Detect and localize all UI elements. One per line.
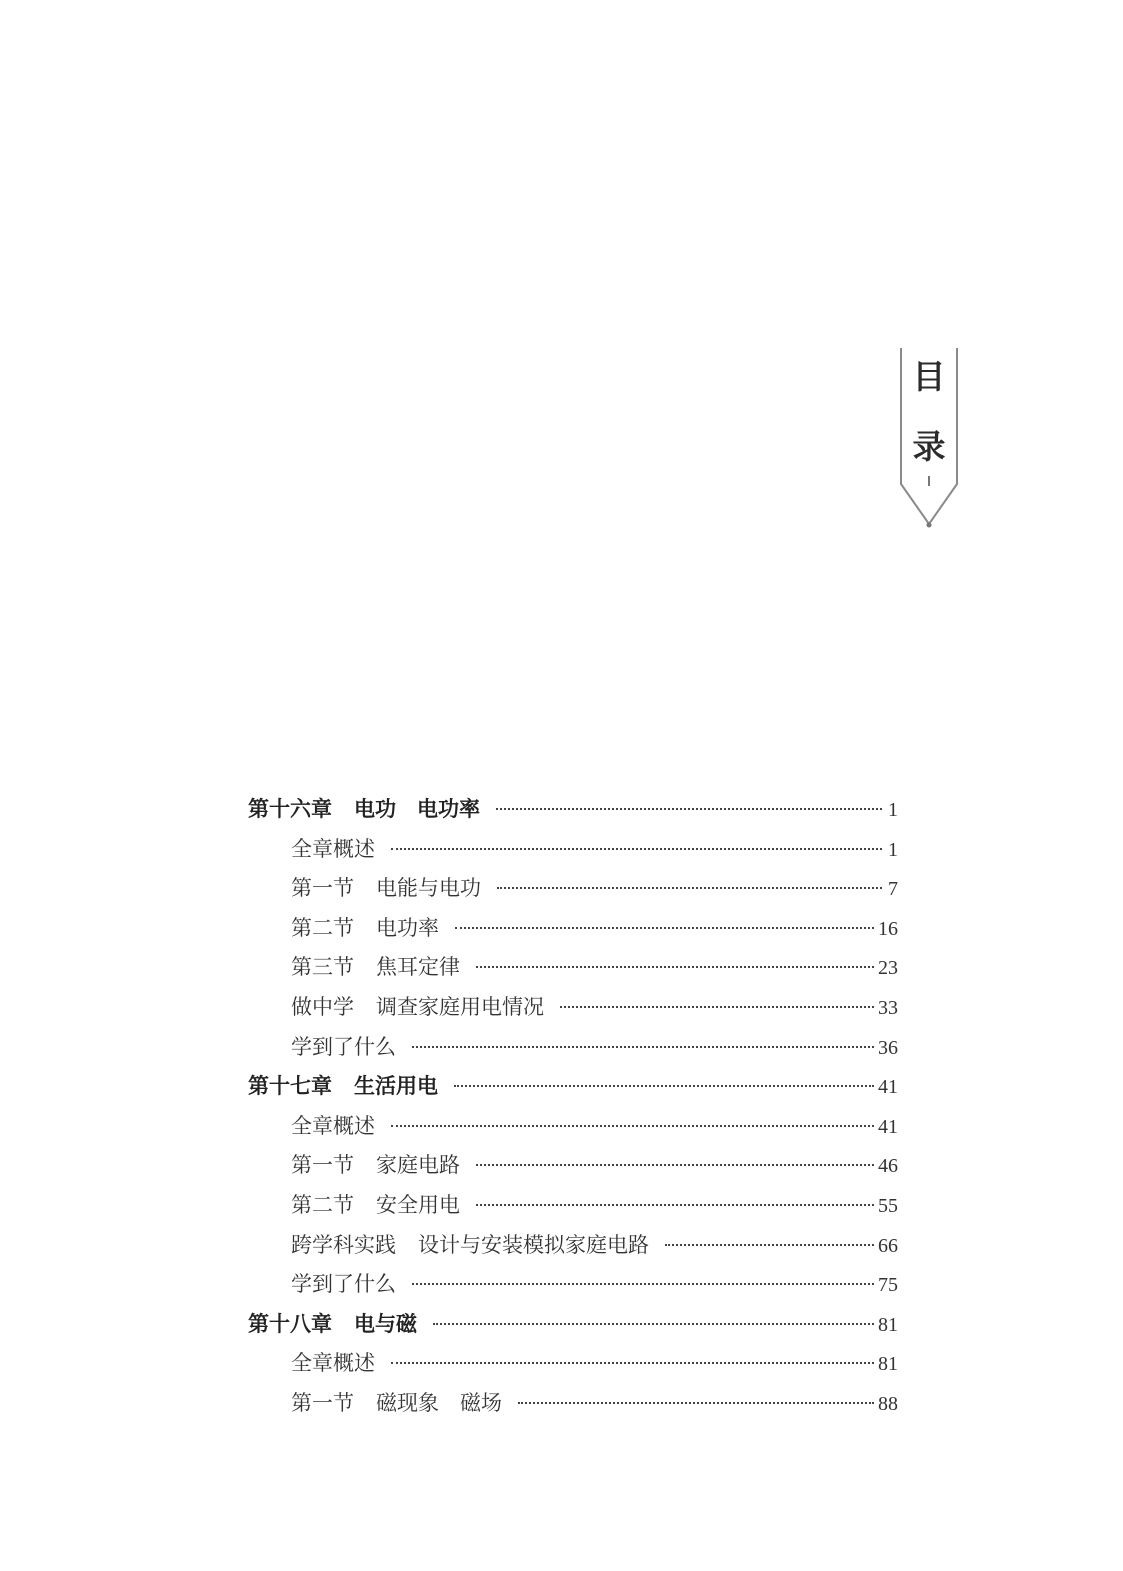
toc-section-row[interactable] — [248, 872, 898, 912]
toc-page-number: 16 — [878, 917, 898, 940]
toc-entry-label — [291, 1268, 396, 1298]
tab-title-char-2: 录 — [912, 427, 946, 466]
toc-dot-leader — [433, 1323, 874, 1325]
toc-chapter-row[interactable] — [248, 1308, 898, 1348]
toc-dot-leader — [496, 808, 882, 810]
toc-section-row[interactable] — [248, 1149, 898, 1189]
toc-pencil-tab — [899, 348, 959, 530]
toc-entry-number: 第十六章 — [248, 797, 332, 821]
toc-entry-title: 安全用电 — [376, 1192, 460, 1217]
toc-page-number: 1 — [888, 799, 898, 821]
toc-entry-number: 第一节 — [291, 876, 354, 901]
toc-dot-leader — [518, 1402, 874, 1404]
toc-entry-label — [291, 1347, 375, 1377]
toc-page-number: 81 — [878, 1313, 898, 1336]
toc-page-number: 41 — [878, 1076, 898, 1099]
toc-entry-number: 第十八章 — [248, 1311, 332, 1336]
table-of-contents — [248, 793, 898, 1427]
toc-entry-label — [291, 951, 460, 981]
toc-entry-label — [248, 793, 480, 823]
toc-section-row[interactable] — [248, 991, 898, 1031]
toc-entry-title: 电能与电功 — [376, 876, 481, 901]
toc-entry-number: 学到了什么 — [291, 1034, 396, 1059]
toc-section-row[interactable] — [248, 1387, 898, 1427]
toc-entry-title: 电功率 — [376, 915, 439, 940]
toc-dot-leader — [391, 848, 882, 850]
toc-dot-leader — [454, 1085, 874, 1087]
toc-dot-leader — [665, 1244, 874, 1246]
toc-chapter-row[interactable] — [248, 793, 898, 833]
toc-entry-number: 第三节 — [291, 955, 354, 980]
toc-page-number: 41 — [878, 1115, 898, 1138]
toc-dot-leader — [497, 887, 882, 889]
toc-dot-leader — [476, 966, 874, 968]
toc-entry-label — [291, 1387, 502, 1417]
toc-chapter-row[interactable] — [248, 1070, 898, 1110]
toc-entry-number: 全章概述 — [291, 1351, 375, 1376]
toc-section-row[interactable] — [248, 1229, 898, 1269]
toc-entry-label — [291, 872, 481, 902]
toc-page-number: 66 — [878, 1234, 898, 1257]
toc-entry-number: 全章概述 — [291, 1113, 375, 1138]
toc-entry-number: 学到了什么 — [291, 1272, 396, 1297]
toc-entry-label — [291, 991, 544, 1021]
toc-page-number: 23 — [878, 957, 898, 980]
toc-dot-leader — [391, 1362, 874, 1364]
toc-entry-title: 生活用电 — [354, 1074, 438, 1099]
toc-entry-label — [248, 1308, 417, 1338]
toc-section-row[interactable] — [248, 912, 898, 952]
toc-entry-number: 第一节 — [291, 1153, 354, 1178]
toc-entry-label — [291, 833, 375, 863]
toc-page-number: 36 — [878, 1036, 898, 1059]
toc-dot-leader — [476, 1204, 874, 1206]
toc-section-row[interactable] — [248, 951, 898, 991]
toc-page-number: 81 — [878, 1353, 898, 1376]
toc-section-row[interactable] — [248, 833, 898, 873]
toc-dot-leader — [412, 1046, 874, 1048]
toc-page-number: 1 — [888, 838, 898, 861]
toc-dot-leader — [560, 1006, 874, 1008]
toc-page-number: 46 — [878, 1155, 898, 1178]
toc-entry-number: 跨学科实践 — [291, 1232, 396, 1257]
toc-entry-number: 第十七章 — [248, 1074, 332, 1099]
toc-entry-title: 设计与安装模拟家庭电路 — [418, 1232, 649, 1257]
toc-entry-label — [291, 1149, 460, 1179]
toc-entry-label — [291, 1110, 375, 1140]
toc-dot-leader — [455, 927, 874, 929]
toc-section-row[interactable] — [248, 1031, 898, 1071]
toc-entry-title: 焦耳定律 — [376, 955, 460, 980]
toc-entry-title: 磁现象 磁场 — [376, 1390, 502, 1415]
toc-entry-title: 调查家庭用电情况 — [376, 994, 544, 1019]
toc-entry-number: 做中学 — [291, 994, 354, 1019]
toc-section-row[interactable] — [248, 1268, 898, 1308]
toc-dot-leader — [476, 1164, 874, 1166]
toc-dot-leader — [412, 1283, 874, 1285]
toc-entry-title: 电与磁 — [354, 1311, 417, 1336]
toc-section-row[interactable] — [248, 1189, 898, 1229]
toc-page-number: 33 — [878, 996, 898, 1019]
tab-title-char-1: 目 — [912, 357, 946, 396]
toc-entry-label — [291, 1031, 396, 1061]
toc-page-number: 75 — [878, 1274, 898, 1297]
toc-page-number: 55 — [878, 1194, 898, 1217]
toc-entry-number: 第二节 — [291, 1192, 354, 1217]
toc-entry-title: 电功 电功率 — [354, 797, 480, 821]
toc-dot-leader — [391, 1125, 874, 1127]
toc-entry-title: 家庭电路 — [376, 1153, 460, 1178]
toc-entry-number: 第二节 — [291, 915, 354, 940]
toc-entry-number: 全章概述 — [291, 836, 375, 861]
toc-entry-label — [248, 1070, 438, 1100]
toc-entry-number: 第一节 — [291, 1390, 354, 1415]
toc-entry-label — [291, 1189, 460, 1219]
toc-section-row[interactable] — [248, 1110, 898, 1150]
toc-entry-label — [291, 912, 439, 942]
toc-section-row[interactable] — [248, 1347, 898, 1387]
toc-entry-label — [291, 1229, 649, 1259]
toc-page-number: 7 — [888, 878, 898, 901]
toc-page-number: 88 — [878, 1392, 898, 1415]
